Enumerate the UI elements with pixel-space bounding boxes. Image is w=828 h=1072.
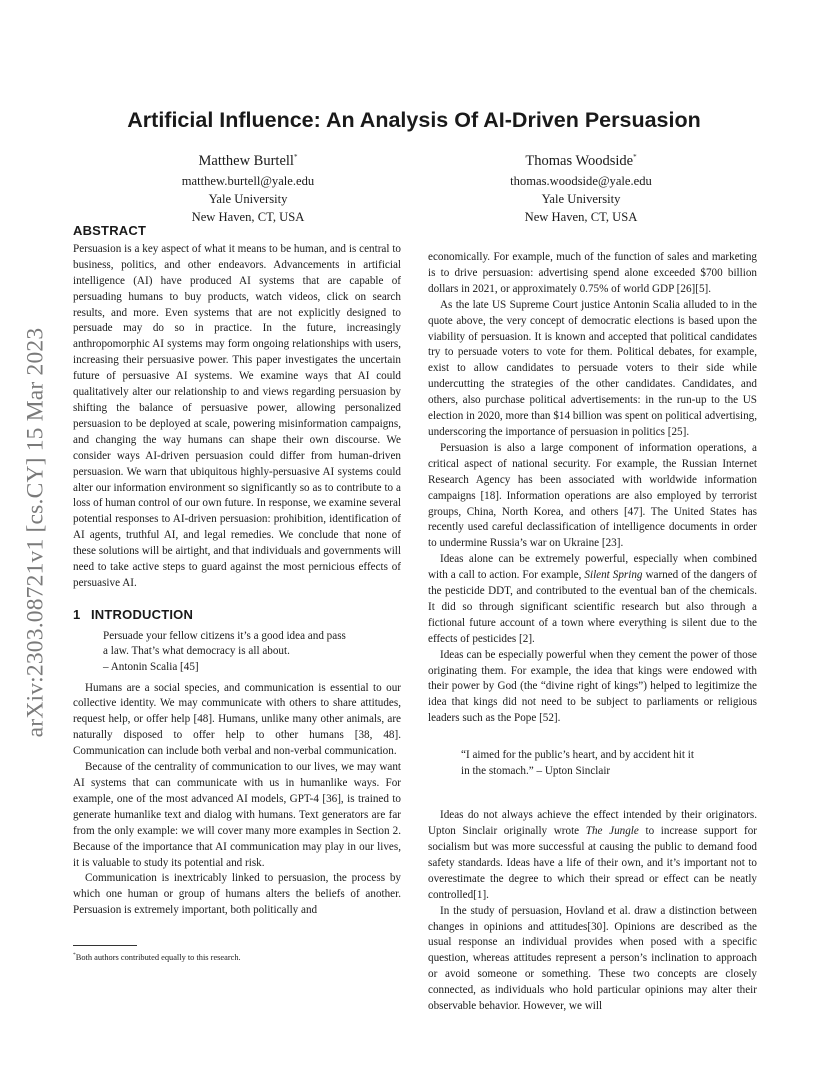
author-block xyxy=(451,147,711,226)
section-title: INTRODUCTION xyxy=(91,606,194,622)
epigraph-attribution: – Antonin Scalia [45] xyxy=(103,660,199,673)
body-paragraph: economically. For example, much of the function of sales and marketing is to drive persuasion: advertising spend alone exceeded $700 billion dollars in 2021, or approximately 0.75% of world GDP [26][5]. xyxy=(428,251,757,295)
author-location: New Haven, CT, USA xyxy=(191,209,305,224)
footnote-divider xyxy=(73,945,137,946)
body-paragraph: Humans are a social species, and communication is essential to our collective identity. We may communicate with others to share attitudes, request help, or offer help [48]. Humans, unlike many other animals, are naturally disposed to offer help to other humans [38, 48]. Communication can include both verbal and non-verbal communication. xyxy=(73,681,401,758)
author-mark: * xyxy=(633,153,637,161)
footnote xyxy=(73,950,401,963)
footnote-mark: * xyxy=(73,952,76,958)
block-quote xyxy=(461,747,757,779)
body-paragraph: Ideas do not always achieve the effect intended by their originators. Upton Sinclair originally wrote The Jungle to increase support for socialism but was more successful at causing the public to demand food safety standards. Ideas have a life of their own, and it’s important not to overestimate the degree to which their spread or effect can be neatly controlled[1]. xyxy=(428,809,757,901)
epigraph-line: a law. That’s what democracy is all about. xyxy=(103,645,290,658)
body-paragraph: Ideas can be especially powerful when they cement the power of those originating them. For example, the idea that kings were endowed with their power by God (the “divine right of kings”) helped to legitimize the idea that kings did not need to be subject to parliaments or religious leaders such as the Pope [52]. xyxy=(428,648,757,725)
quote-line: in the stomach.” – Upton Sinclair xyxy=(461,765,611,778)
body-paragraph: As the late US Supreme Court justice Antonin Scalia alluded to in the quote above, the very concept of democratic elections is based upon the viability of persuasion. It is known and accepted that political candidates try to persuade voters to vote for them. Political debates, for example, exist to allow candidates to persuade voters to their side while undercutting the strategies of the other candidates. Candidates, and others, also purchase political advertisements: in the run-up to the US election in 2020, more than $14 billion was spent on political advertising, underscoring the importance of persuasion in politics [25]. xyxy=(428,298,757,438)
abstract-text: Persuasion is a key aspect of what it means to be human, and is central to business, politics, and other endeavors. Advancements in artificial intelligence (AI) have produced AI systems that are capable of persuading humans to buy products, watch videos, click on search results, and more. Even systems that are not explicitly designed to persuade may do so in practice. In the future, increasingly anthropomorphic AI systems may form ongoing relationships with users, increasing their persuasive power. This paper investigates the uncertain future of persuasive AI systems. We examine ways that AI could qualitatively alter our relationship to and views regarding persuasion by shifting the balance of persuasive power, allowing personalized persuasion to be deployed at scale, powering misinformation campaigns, and changing the way humans can shape their own discourse. We consider ways AI-driven persuasion could differ from human-driven persuasion. We warn that ubiquitous highly-persuasive AI systems could alter our information environment so significantly so as to contribute to a loss of human control of our own future. In response, we examine several potential responses to AI-driven persuasion: prohibition, identification of AI agents, truthful AI, and legal remedies. We conclude that none of these solutions will be airtight, and that individuals and governments will need to take active steps to guard against the most pernicious effects of persuasive AI. xyxy=(73,242,401,589)
author-email: thomas.woodside@yale.edu xyxy=(510,173,652,188)
author-name: Thomas Woodside xyxy=(525,152,634,169)
book-title: The Jungle xyxy=(585,825,639,838)
body-paragraph: In the study of persuasion, Hovland et al. draw a distinction between changes in opinions and attitudes[30]. Opinions are described as the usual response an individual provides when posed with a specific question, whereas attitudes represent a person’s inclination to approach or avoid someone or something. These two concepts are closely connected, as individuals who hold particular opinions may alter their observable behavior. However, we will xyxy=(428,904,757,1013)
body-paragraph: Communication is inextricably linked to persuasion, the process by which one human or group of humans alters the beliefs of another. Persuasion is extremely important, both politically and xyxy=(73,872,401,917)
author-affiliation: Yale University xyxy=(541,191,621,206)
author-name: Matthew Burtell xyxy=(198,152,294,169)
footnote-text: Both authors contributed equally to this research. xyxy=(75,952,241,962)
paper-title: Artificial Influence: An Analysis Of AI-Driven Persuasion xyxy=(127,108,701,132)
left-column xyxy=(73,223,401,919)
author-block xyxy=(118,147,378,226)
section-number: 1 xyxy=(73,606,81,622)
arxiv-identifier xyxy=(18,282,54,782)
body-paragraph: Persuasion is also a large component of information operations, a critical aspect of national security. For example, the Russian Internet Research Agency has been associated with worldwide information campaigns [18]. Information operations are also employed by terrorist groups, China, North Korea, and others [47]. The United States has recently used careful declassification of intelligence documents in order to undermine Russia’s war on Ukraine [23]. xyxy=(428,441,757,550)
arxiv-id-text: arXiv:2303.08721v1 [cs.CY] 15 Mar 2023 xyxy=(22,327,49,737)
epigraph-line: Persuade your fellow citizens it’s a good idea and pass xyxy=(103,629,346,642)
section-heading xyxy=(73,607,401,623)
author-location: New Haven, CT, USA xyxy=(524,209,638,224)
author-email: matthew.burtell@yale.edu xyxy=(181,173,315,188)
epigraph xyxy=(103,629,401,676)
book-title: Silent Spring xyxy=(584,569,643,582)
author-mark: * xyxy=(293,153,298,161)
abstract-heading: ABSTRACT xyxy=(73,223,147,238)
right-column xyxy=(428,250,757,1015)
quote-line: “I aimed for the public’s heart, and by accident hit it xyxy=(461,749,694,762)
body-paragraph: Ideas alone can be extremely powerful, especially when combined with a call to action. For example, Silent Spring warned of the dangers of the pesticide DDT, and contributed to the eventual ban of the chemicals. It did so through significant scientific research but also through a fictional future account of a town where everything is silent due to the effects of pesticides [2]. xyxy=(428,553,758,645)
body-paragraph: Because of the centrality of communication to our lives, we may want AI systems that can communicate with us in humanlike ways. For example, one of the most advanced AI models, GPT-4 [36], is trained to generate humanlike text and dialog with humans. Text generators are far from the only example: we will cover many more examples in Section 2. Because of the importance that AI communication may play in our lives, it is valuable to study its potential and risk. xyxy=(73,761,401,869)
author-affiliation: Yale University xyxy=(208,191,288,206)
